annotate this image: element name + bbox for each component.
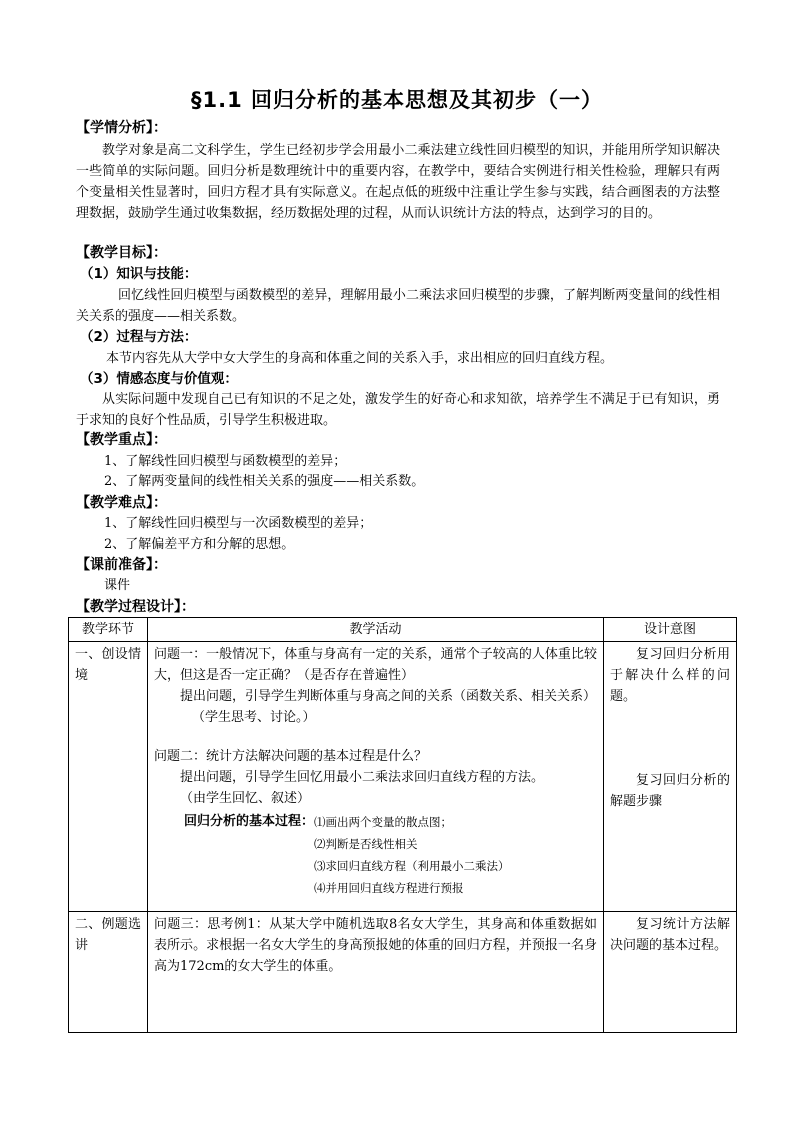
stage-label-2: 二、例题选讲 <box>75 917 141 953</box>
objectives-text-2: 本节内容先从大学中女大学生的身高和体重之间的关系入手，求出相应的回归直线方程。 <box>106 351 614 366</box>
table-header-row <box>69 618 737 642</box>
heading-process: 【教学过程设计】： <box>76 599 195 615</box>
step-4: ⑷并用回归直线方程进行预报 <box>314 881 464 895</box>
learning-analysis-text: 教学对象是高二文科学生，学生已经初步学会用最小二乘法建立线性回归模型的知识，并能用所学知识解决一些简单的实际问题。回归分析是数理统计中的重要内容，在教学中，要结合实例进行相关性检验，理解只有两个变量相关性显著时，回归方程才具有实际意义。在起点低的班级中注重让学生参与实践，结合画图表的方法整理数据，鼓励学生通过收集数据，经历数据处理的过程，从而认识统计方法的特点，达到学习的目的。 <box>76 143 720 221</box>
stage-cell-1 <box>69 642 148 912</box>
intent-cell-2 <box>604 912 737 1033</box>
header-stage: 教学环节 <box>69 618 148 642</box>
header-activity: 教学活动 <box>148 618 604 642</box>
question-2-recall: （由学生回忆、叙述） <box>180 791 311 806</box>
question-3: 问题三：思考例1：从某大学中随机选取8名女大学生，其身高和体重数据如表所示。求根据一名女大学生的身高预报她的体重的回归方程，并预报一名身高为172cm的女大学生的体重。 <box>154 917 597 974</box>
heading-learning-analysis: 【学情分析】： <box>76 120 167 136</box>
step-2: ⑵判断是否线性相关 <box>314 837 418 851</box>
stage-label-1: 一、创设情境 <box>75 647 141 683</box>
subheading-attitude-values: （3）情感态度与价值观： <box>80 371 238 387</box>
intent-cell-1 <box>604 642 737 912</box>
activity-cell-1 <box>148 642 604 912</box>
intent-3: 复习统计方法解决问题的基本过程。 <box>610 917 730 953</box>
regression-steps <box>154 811 597 899</box>
heading-preparation: 【课前准备】： <box>76 557 167 573</box>
subheading-process-method: （2）过程与方法： <box>80 329 198 345</box>
heading-objectives: 【教学目标】： <box>76 245 167 261</box>
table-row <box>69 642 737 912</box>
key-point-2: 2、了解两变量间的线性相关关系的强度——相关系数。 <box>104 474 425 489</box>
key-point-1: 1、了解线性回归模型与函数模型的差异； <box>104 454 347 469</box>
steps-list <box>314 811 510 899</box>
preparation-text: 课件 <box>104 578 131 593</box>
question-1-note: 提出问题，引导学生判断体重与身高之间的关系（函数关系、相关关系） <box>180 689 597 704</box>
objectives-text-3: 从实际问题中发现自己已有知识的不足之处，激发学生的好奇心和求知欲，培养学生不满足于已有知识，勇于求知的良好个性品质，引导学生积极进取。 <box>76 392 720 428</box>
question-2: 问题二：统计方法解决问题的基本过程是什么？ <box>154 749 428 764</box>
heading-difficulties: 【教学难点】： <box>76 495 167 511</box>
activity-cell-2 <box>148 912 604 1033</box>
heading-key-points: 【教学重点】： <box>76 432 167 448</box>
step-3: ⑶求回归直线方程（利用最小二乘法） <box>314 859 510 873</box>
objectives-text-1: 回忆线性回归模型与函数模型的差异，理解用最小二乘法求回归模型的步骤，了解判断两变量间的线性相关关系的强度——相关系数。 <box>76 288 720 324</box>
page-title: §1.1 回归分析的基本思想及其初步（一） <box>190 88 603 112</box>
teaching-process-table <box>68 617 737 1033</box>
question-1-discussion: （学生思考、讨论。） <box>192 710 316 725</box>
table-row <box>69 912 737 1033</box>
steps-label: 回归分析的基本过程： <box>184 814 315 829</box>
intent-2: 复习回归分析的解题步骤 <box>610 773 730 809</box>
step-1: ⑴画出两个变量的散点图； <box>314 815 453 829</box>
subheading-knowledge-skills: （1）知识与技能： <box>80 266 198 282</box>
difficulty-2: 2、了解偏差平方和分解的思想。 <box>104 537 295 552</box>
stage-cell-2 <box>69 912 148 1033</box>
question-1: 问题一：一般情况下，体重与身高有一定的关系，通常个子较高的人体重比较大，但这是否一定正确？（是否存在普遍性） <box>154 647 597 683</box>
difficulty-1: 1、了解线性回归模型与一次函数模型的差异； <box>104 516 373 531</box>
intent-1: 复习回归分析用于解决什么样的问题。 <box>610 647 730 704</box>
header-intent: 设计意图 <box>604 618 737 642</box>
question-2-note: 提出问题，引导学生回忆用最小二乘法求回归直线方程的方法。 <box>180 770 545 785</box>
